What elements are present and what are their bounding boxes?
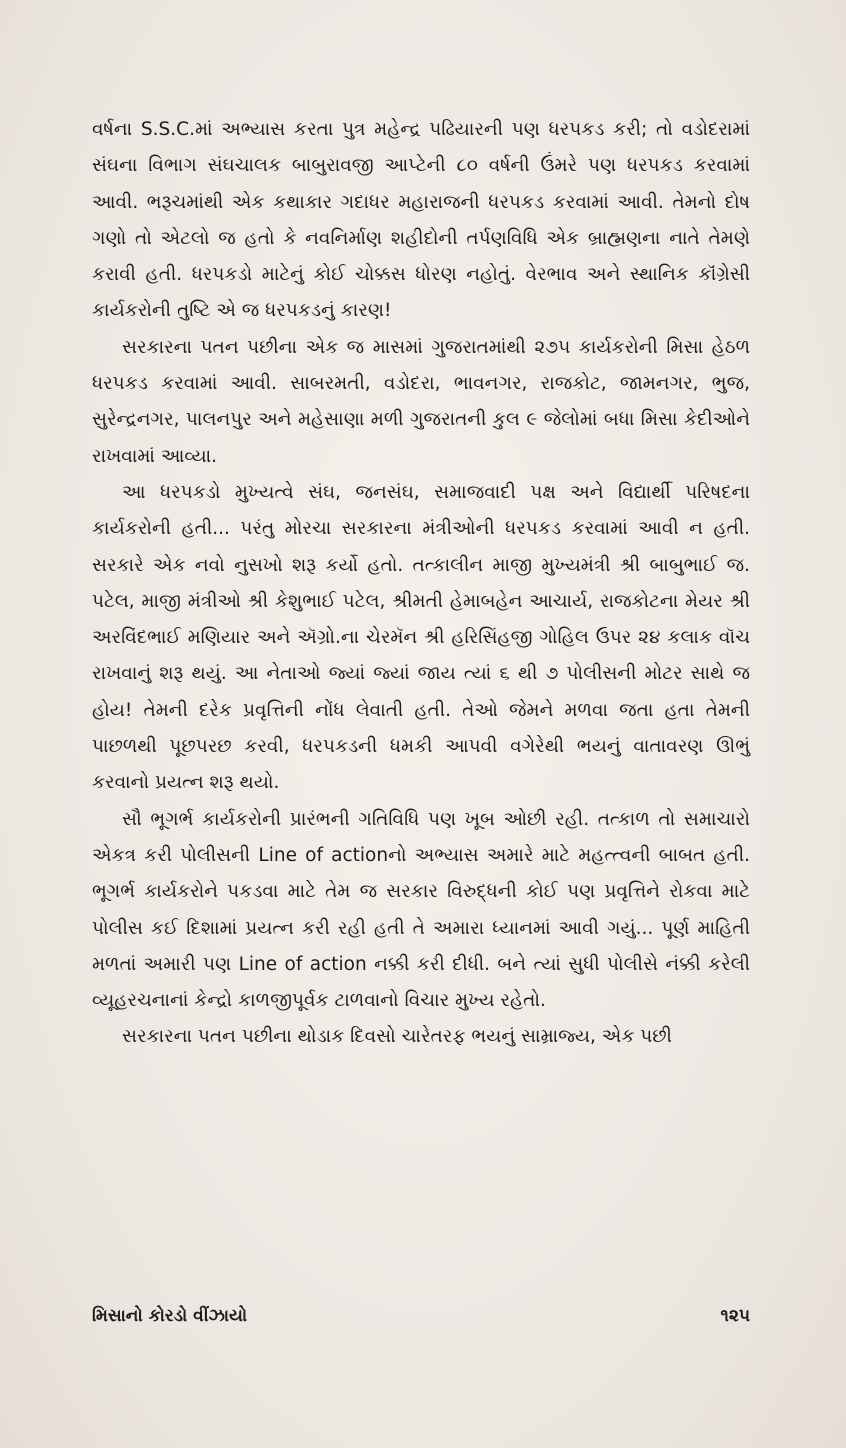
paragraph-3: આ ધરપકડો મુખ્યત્વે સંઘ, જનસંઘ, સમાજવાદી પક્ષ અને વિદ્યાર્થી પરિષદના કાર્યકરોની હતી... પરંતુ મોરચા સરકારના મંત્રીઓની ધરપકડ કરવામાં આવી ન હતી. સરકારે એક નવો નુસખો શરૂ કર્યો હતો. તત્કાલીન માજી મુખ્યમંત્રી શ્રી બાબુભાઈ જ. પટેલ, માજી મંત્રીઓ શ્રી કેશુભાઈ પટેલ, શ્રીમતી હેમાબહેન આચાર્ય, રાજકોટના મેયર શ્રી અરવિંદભાઈ મણિયાર અને ઍગ્રો.ના ચેરમૅન શ્રી હરિસિંહજી ગોહિલ ઉપર ૨૪ કલાક વૉચ રાખવાનું શરૂ થયું. આ નેતાઓ જ્યાં જ્યાં જાય ત્યાં ૬ થી ૭ પોલીસની મોટર સાથે જ હોય! તેમની દરેક પ્રવૃત્તિની નોંધ લેવાતી હતી. તેઓ જેમને મળવા જતા હતા તેમની પાછળથી પૂછપરછ કરવી, ધરપકડની ધમકી આપવી વગેરેથી ભયનું વાતાવરણ ઊભું કરવાનો પ્રયત્ન શરૂ થયો. [92, 481, 750, 794]
chapter-title: મિસાનો કોરડો વીંઝાયો [92, 1306, 248, 1326]
paragraph-2: સરકારના પતન પછીના એક જ માસમાં ગુજરાતમાંથી ૨૭૫ કાર્યકરોની મિસા હેઠળ ધરપકડ કરવામાં આવી. સાબરમતી, વડોદરા, ભાવનગર, રાજકોટ, જામનગર, ભુજ, સુરેન્દ્રનગર, પાલનપુર અને મહેસાણા મળી ગુજરાતની કુલ ૯ જેલોમાં બધા મિસા કેદીઓને રાખવામાં આવ્યા. [92, 336, 750, 467]
body-text [92, 112, 750, 1056]
paragraph-4: સૌ ભૂગર્ભ કાર્યકરોની પ્રારંભની ગતિવિધિ પણ ખૂબ ઓછી રહી. તત્કાળ તો સમાચારો એકત્ર કરી પોલીસની Line of actionનો અભ્યાસ અમારે માટે મહત્ત્વની બાબત હતી. ભૂગર્ભ કાર્યકરોને પકડવા માટે તેમ જ સરકાર વિરુદ્ધની કોઈ પણ પ્રવૃત્તિને રોકવા માટે પોલીસ કઈ દિશામાં પ્રયત્ન કરી રહી હતી તે અમારા ધ્યાનમાં આવી ગયું... પૂર્ણ માહિતી મળતાં અમારી પણ Line of action નક્કી કરી દીધી. બને ત્યાં સુધી પોલીસે નંક્કી કરેલી વ્યૂહરચનાનાં કેન્દ્રો કાળજીપૂર્વક ટાળવાનો વિચાર મુખ્ય રહેતો. [92, 808, 750, 1012]
page-footer [92, 1306, 750, 1326]
paragraph-1: વર્ષના S.S.C.માં અભ્યાસ કરતા પુત્ર મહેન્દ્ર પઢિયારની પણ ધરપકડ કરી; તો વડોદરામાં સંઘના વિભાગ સંઘચાલક બાબુરાવજી આપ્ટેની ૮૦ વર્ષની ઉંમરે પણ ધરપકડ કરવામાં આવી. ભરૂચમાંથી એક કથાકાર ગદાધર મહારાજની ધરપકડ કરવામાં આવી. તેમનો દોષ ગણો તો એટલો જ હતો કે નવનિર્માણ શહીદોની તર્પણવિધિ એક બ્રાહ્મણના નાતે તેમણે કરાવી હતી. ધરપકડો માટેનું કોઈ ચોક્કસ ધોરણ નહોતું. વેરભાવ અને સ્થાનિક કૉંગ્રેસી કાર્યકરોની તુષ્ટિ એ જ ધરપકડનું કારણ! [92, 119, 750, 322]
paragraph-5: સરકારના પતન પછીના થોડાક દિવસો ચારેતરફ ભયનું સામ્રાજ્ય, એક પછી [122, 1026, 672, 1048]
page-number: ૧૨૫ [720, 1306, 750, 1326]
